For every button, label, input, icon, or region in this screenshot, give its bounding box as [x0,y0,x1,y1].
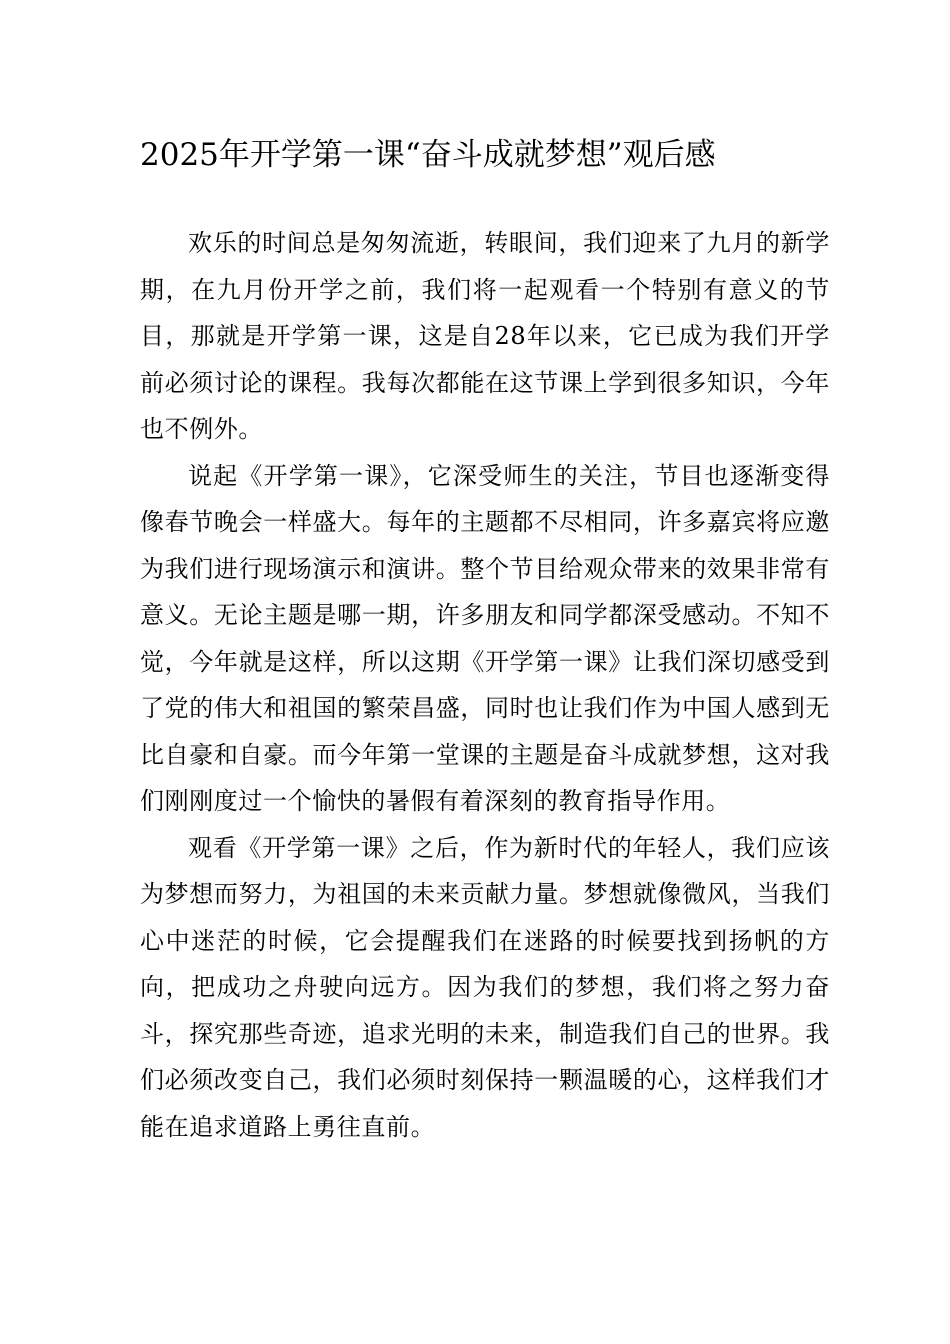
paragraph-2: 说起《开学第一课》，它深受师生的关注，节目也逐渐变得像春节晚会一样盛大。每年的主题都不尽相同，许多嘉宾将应邀为我们进行现场演示和演讲。整个节目给观众带来的效果非常有意义。无论主题是哪一期，许多朋友和同学都深受感动。不知不觉，今年就是这样，所以这期《开学第一课》让我们深切感受到了党的伟大和祖国的繁荣昌盛，同时也让我们作为中国人感到无比自豪和自豪。而今年第一堂课的主题是奋斗成就梦想，这对我们刚刚度过一个愉快的暑假有着深刻的教育指导作用。 [140,461,830,815]
paragraph-1: 欢乐的时间总是匆匆流逝，转眼间，我们迎来了九月的新学期，在九月份开学之前，我们将一起观看一个特别有意义的节目，那就是开学第一课，这是自28年以来，它已成为我们开学前必须讨论的课程。我每次都能在这节课上学到很多知识，今年也不例外。 [140,229,830,443]
paragraph-3: 观看《开学第一课》之后，作为新时代的年轻人，我们应该为梦想而努力，为祖国的未来贡献力量。梦想就像微风，当我们心中迷茫的时候，它会提醒我们在迷路的时候要找到扬帆的方向，把成功之舟驶向远方。因为我们的梦想，我们将之努力奋斗，探究那些奇迹，追求光明的未来，制造我们自己的世界。我们必须改变自己，我们必须时刻保持一颗温暖的心，这样我们才能在追求道路上勇往直前。 [140,833,830,1141]
document-title: 2025年开学第一课“奋斗成就梦想”观后感 [140,137,716,173]
document-body [140,220,830,1150]
